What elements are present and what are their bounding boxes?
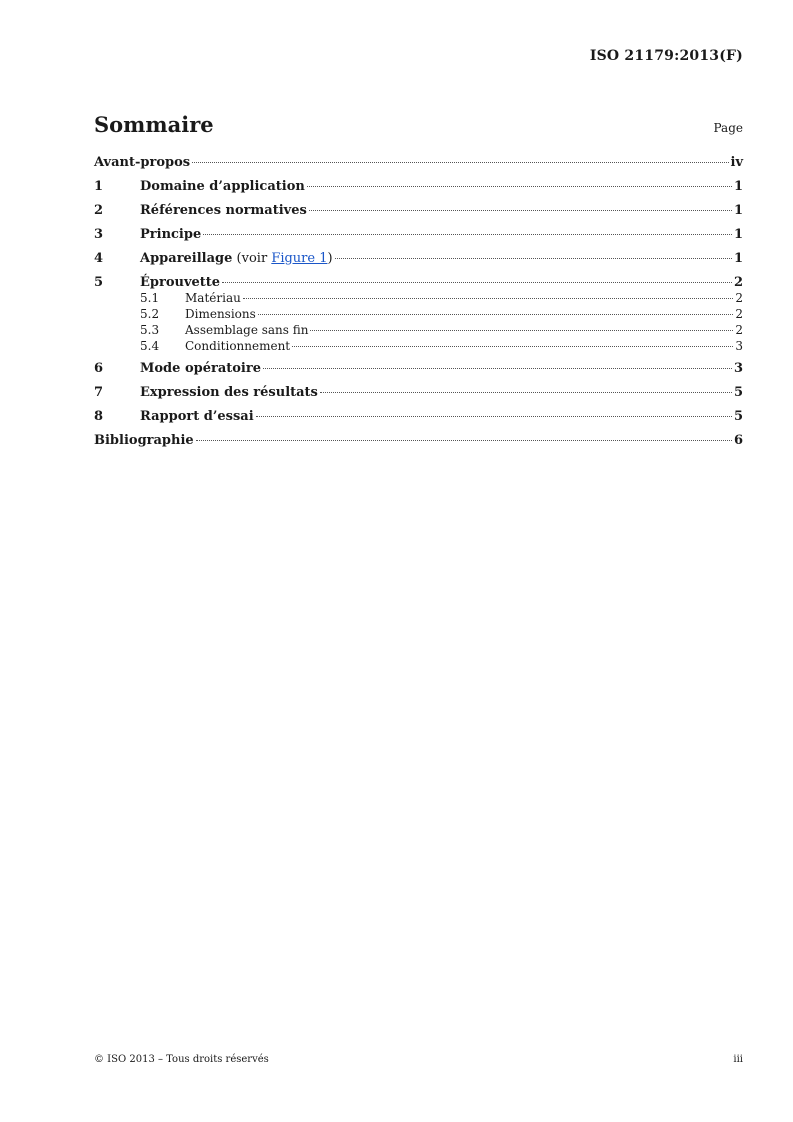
toc-entry-1[interactable] — [94, 179, 743, 195]
toc-label: Rapport d’essai — [140, 409, 254, 424]
toc-label: Bibliographie — [94, 433, 194, 448]
toc-leader — [307, 186, 732, 187]
toc-page: 2 — [733, 275, 743, 290]
page-number: iii — [733, 1054, 743, 1065]
toc-label: Expression des résultats — [140, 385, 318, 400]
page-column-label: Page — [713, 121, 743, 135]
toc-entry-5-4[interactable] — [94, 339, 743, 353]
toc-entry-2[interactable] — [94, 203, 743, 219]
toc-number: 5.2 — [140, 307, 160, 321]
toc-leader — [258, 314, 733, 315]
toc-leader — [196, 440, 732, 441]
toc-page: 1 — [733, 227, 743, 242]
toc-label: Appareillage — [140, 251, 233, 266]
toc-entry-5-1[interactable] — [94, 291, 743, 305]
toc-entry-4[interactable] — [94, 251, 743, 267]
toc-leader — [243, 298, 733, 299]
toc-number: 4 — [94, 251, 104, 266]
toc-leader — [256, 416, 732, 417]
document-id: ISO 21179:2013(F) — [589, 48, 743, 64]
toc-page: 5 — [733, 385, 743, 400]
title-row — [94, 112, 743, 137]
toc-label: Avant-propos — [94, 155, 191, 170]
toc-label: Références normatives — [140, 203, 307, 218]
toc-leader — [263, 368, 732, 369]
toc-page: 5 — [733, 409, 743, 424]
copyright-notice: © ISO 2013 – Tous droits réservés — [94, 1054, 269, 1065]
toc-page: 3 — [735, 339, 743, 353]
toc-leader — [320, 392, 732, 393]
toc-label: Dimensions — [185, 307, 256, 321]
toc-entry-7[interactable] — [94, 385, 743, 401]
toc-entry-3[interactable] — [94, 227, 743, 243]
toc-leader — [222, 282, 732, 283]
toc-entry-5-2[interactable] — [94, 307, 743, 321]
toc-leader — [292, 346, 733, 347]
toc-number: 1 — [94, 179, 104, 194]
toc-leader — [335, 258, 732, 259]
toc-page: 1 — [733, 203, 743, 218]
toc-label: Principe — [140, 227, 202, 242]
toc-entry-6[interactable] — [94, 361, 743, 377]
toc-label: Mode opératoire — [140, 361, 261, 376]
toc-number: 2 — [94, 203, 104, 218]
toc-label: Domaine d’application — [140, 179, 305, 194]
toc-number: 7 — [94, 385, 104, 400]
page-title: Sommaire — [94, 112, 214, 137]
toc-label-group — [140, 251, 333, 267]
toc-number: 3 — [94, 227, 104, 242]
table-of-contents — [94, 155, 743, 449]
toc-leader — [192, 162, 728, 163]
toc-page: 1 — [733, 179, 743, 194]
figure-1-link[interactable]: Figure 1 — [271, 251, 328, 266]
toc-entry-5-3[interactable] — [94, 323, 743, 337]
toc-number: 5.1 — [140, 291, 160, 305]
toc-page: 6 — [733, 433, 743, 448]
toc-leader — [310, 330, 733, 331]
toc-entry-bibliographie[interactable] — [94, 433, 743, 449]
toc-number: 5.4 — [140, 339, 160, 353]
toc-label-voir-open: (voir — [232, 251, 272, 266]
toc-page: iv — [730, 155, 743, 170]
toc-page: 3 — [733, 361, 743, 376]
toc-entry-5[interactable] — [94, 275, 743, 291]
toc-label: Matériau — [185, 291, 241, 305]
toc-leader — [309, 210, 732, 211]
toc-entry-avant-propos[interactable] — [94, 155, 743, 171]
toc-label: Conditionnement — [185, 339, 291, 353]
toc-label-voir-close: ) — [327, 251, 333, 266]
toc-label: Assemblage sans fin — [185, 323, 309, 337]
toc-number: 6 — [94, 361, 104, 376]
toc-entry-8[interactable] — [94, 409, 743, 425]
toc-page: 2 — [735, 323, 743, 337]
toc-number: 8 — [94, 409, 104, 424]
toc-number: 5.3 — [140, 323, 160, 337]
toc-leader — [203, 234, 732, 235]
toc-page: 1 — [733, 251, 743, 266]
page-footer — [94, 1054, 743, 1065]
toc-number: 5 — [94, 275, 104, 290]
toc-label: Éprouvette — [140, 275, 221, 290]
toc-page: 2 — [735, 291, 743, 305]
toc-page: 2 — [735, 307, 743, 321]
